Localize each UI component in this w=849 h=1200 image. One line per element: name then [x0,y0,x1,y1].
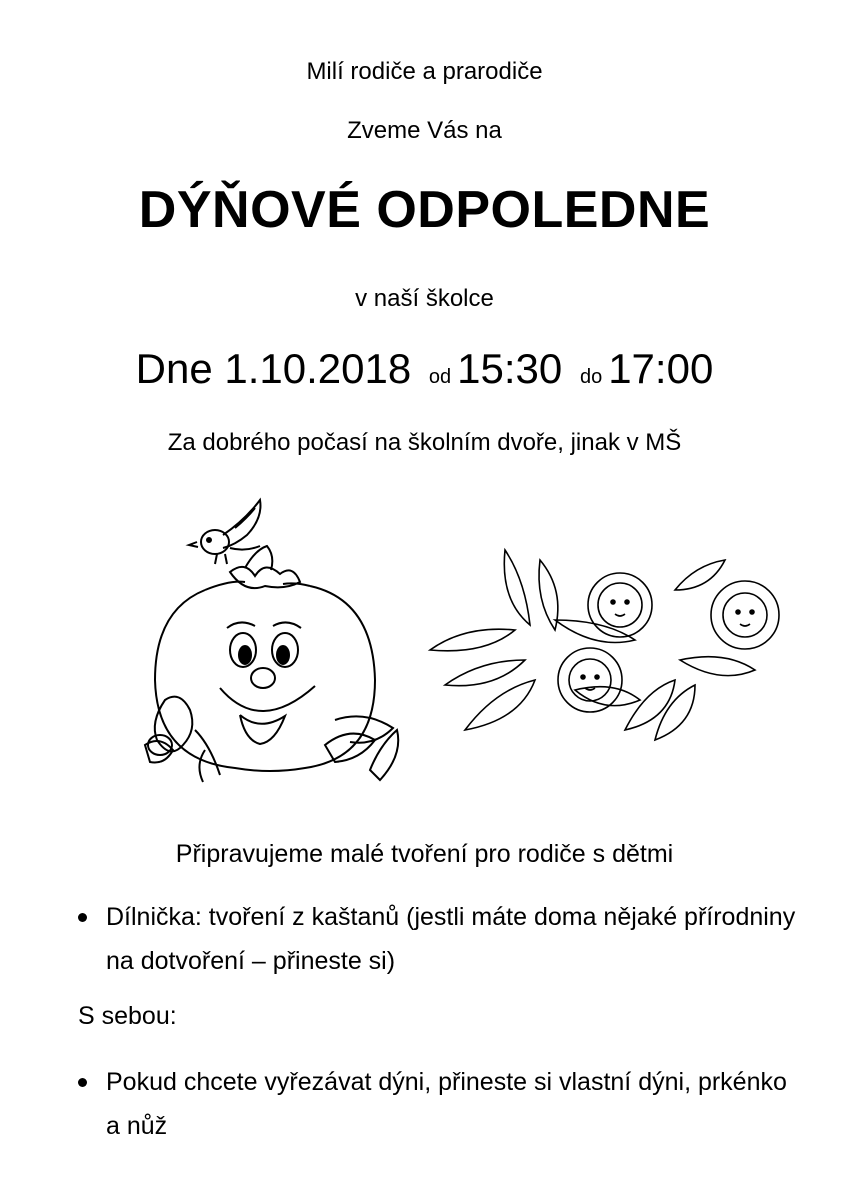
list-item [78,895,798,983]
prep-line: Připravujeme malé tvoření pro rodiče s dětmi [175,840,674,868]
list-item [78,1060,798,1148]
start-time: 15:30 [457,345,563,392]
date-time-line [0,345,849,393]
from-word: od [428,366,452,388]
bring-item: Pokud chcete vyřezávat dýni, přineste si vlastní dýni, prkénko a nůž [106,1068,787,1140]
bullet-icon [78,913,87,922]
workshop-item: Dílnička: tvoření z kaštanů (jestli máte doma nějaké přírodniny na dotvoření – přineste si) [106,903,796,975]
bird-icon [189,500,260,564]
chestnut-icon [558,648,622,712]
chestnut-icon [588,573,652,637]
chestnut-icon [711,581,779,649]
invite-line: Zveme Vás na [347,117,502,144]
end-time: 17:00 [608,345,714,392]
greeting: Milí rodiče a prarodiče [306,58,543,85]
page-title: DÝŇOVÉ ODPOLEDNE [138,181,711,239]
bullet-icon [78,1078,87,1087]
place-line: v naší školce [355,285,494,312]
chestnuts-illustration [425,530,800,770]
pumpkin-illustration [135,490,405,800]
bring-heading: S sebou: [78,1002,177,1030]
event-date: Dne 1.10.2018 [135,345,412,392]
weather-note: Za dobrého počasí na školním dvoře, jinak v MŠ [167,429,682,456]
to-word: do [579,366,603,388]
